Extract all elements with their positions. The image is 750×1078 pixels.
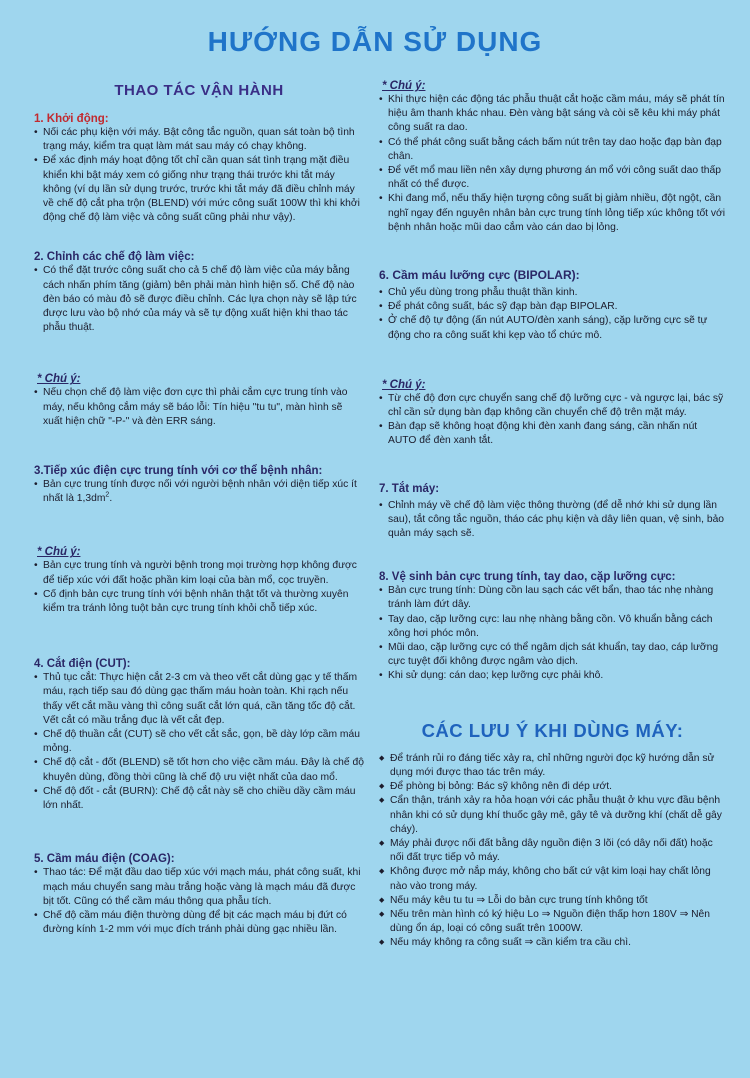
bipolar-list <box>379 286 726 343</box>
section-precautions <box>379 720 726 951</box>
list-item: • Nối các phụ kiện với máy. Bật công tắc nguồn, quan sát toàn bộ tình trạng máy, kiểm tra quạt làm mát sau máy có chạy không. <box>34 126 364 154</box>
list-item: • Ở chế độ tự động (ấn nút AUTO/đèn xanh sáng), cặp lưỡng cực sẽ tự động cho ra công suất khi kẹp vào tổ chức mô. <box>379 314 726 342</box>
list-item: • Tay dao, cặp lưỡng cực: lau nhẹ nhàng bằng cồn. Vô khuẩn bằng cách xông hơi phóc môn. <box>379 613 726 641</box>
list-item: • Có thể phát công suất bằng cách bấm nút trên tay dao hoặc đạp bàn đạp chân. <box>379 136 726 164</box>
note-title: * Chú ý: <box>382 80 426 92</box>
list-item: • Khi sử dụng: cán dao; kẹp lưỡng cực phải khô. <box>379 669 726 683</box>
section-neutral-contact <box>34 465 364 506</box>
list-item: • Chế độ đốt - cắt (BURN): Chế độ cắt này sẽ cho chiều dầy cầm máu lớn nhất. <box>34 785 364 813</box>
section-title-neutral-contact: 3.Tiếp xúc điện cực trung tính với cơ thể bệnh nhân: <box>34 465 323 478</box>
section-title-modes: 2. Chỉnh các chế độ làm việc: <box>34 251 195 264</box>
list-item: ◆ Nếu máy không ra công suất ⇒ cần kiểm tra cầu chì. <box>379 936 726 950</box>
cleaning-list <box>379 584 726 683</box>
list-item: ◆ Nếu máy kêu tu tu ⇒ Lỗi do bản cực trung tính không tốt <box>379 894 726 908</box>
note-title: * Chú ý: <box>37 373 81 386</box>
coag-list <box>34 866 364 937</box>
note-list <box>379 93 726 235</box>
section-heading-operation: THAO TÁC VẬN HÀNH <box>114 82 284 99</box>
cut-list <box>34 671 364 813</box>
list-item: • Để vết mổ mau liền nên xây dựng phương án mổ với công suất dao thấp nhất có thể được. <box>379 164 726 192</box>
section-title-shutdown: 7. Tắt máy: <box>379 482 440 495</box>
list-item: • Cố định bản cực trung tính với bệnh nhân thật tốt và thường xuyên kiểm tra tránh lỏng tuột bản cực trung tính khỏi chỗ tiếp xúc. <box>34 588 364 616</box>
note-monopolar <box>34 373 364 429</box>
list-item: • Có thể đặt trước công suất cho cả 5 chế độ làm việc của máy bằng cách nhấn phím tăng (giảm) bên phải màn hình hiện số. Chế độ nào đèn báo có màu đỏ sẽ được điều chỉnh. Các lựa chọn này sẽ lập tức được lưu vào bộ nhớ của máy và sẽ tự động xuất hiện khi thao tác phẫu thuật. <box>34 264 364 335</box>
note-operation <box>379 80 726 235</box>
item-end: . <box>109 493 113 505</box>
list-item: • Bản cực trung tính và người bệnh trong mọi trường hợp không được để tiếp xúc với đất hoặc phần kim loại của bàn mổ, cọc truyền. <box>34 559 364 587</box>
note-title: * Chú ý: <box>382 378 426 391</box>
list-item <box>34 478 364 506</box>
list-item: • Chỉnh máy về chế độ làm việc thông thường (để dễ nhớ khi sử dụng lần sau), tắt công tắc nguồn, tháo các phụ kiện và dây liên quan, vệ sinh, bảo quản máy sạch sẽ. <box>379 499 726 542</box>
list-item: ◆ Nếu trên màn hình có ký hiệu Lo ⇒ Nguồn điện thấp hơn 180V ⇒ Nên dùng ổn áp, loại có công suất trên 1000W. <box>379 908 726 936</box>
note-bipolar <box>379 379 726 449</box>
list-item: ◆ Để phòng bị bỏng: Bác sỹ không nên đi dép ướt. <box>379 780 726 794</box>
list-item: ◆ Máy phải được nối đất bằng dây nguồn điện 3 lõi (có dây nối đất) hoặc nối đất trực tiếp vỏ máy. <box>379 837 726 865</box>
list-item: • Bản cực trung tính: Dùng cồn lau sạch các vết bẩn, thao tác nhẹ nhàng tránh làm đứt dây. <box>379 584 726 612</box>
section-cleaning <box>379 571 726 683</box>
list-item: • Mũi dao, cặp lưỡng cực có thể ngâm dịch sát khuẩn, tay dao, cáp lưỡng cực tuyệt đối không được ngâm vào dịch. <box>379 641 726 669</box>
section-coag <box>34 853 364 937</box>
list-item: ◆ Cẩn thận, tránh xảy ra hỏa hoạn với các phẫu thuật ở khu vực đầu bệnh nhân khi có sử dụng khí thuốc gây mê, gây tê và dưỡng khí (chất dễ gây cháy). <box>379 794 726 837</box>
superscript: 2 <box>105 491 110 499</box>
list-item: • Từ chế độ đơn cực chuyển sang chế độ lưỡng cực - và ngược lại, bác sỹ chỉ cần sử dụng bàn đạp không cần chuyển chế độ trên mặt máy. <box>379 392 726 420</box>
list-item: • Bàn đạp sẽ không hoạt động khi đèn xanh đang sáng, cần nhấn nút AUTO để đèn xanh tắt. <box>379 420 726 448</box>
list-item: • Thủ tục cắt: Thực hiện cắt 2-3 cm và theo vết cắt dùng gạc y tế thấm máu, rạch tiếp sau đó dùng gạc thấm máu hoàn toàn. Khi rạch nếu thấy vết cắt mầu vàng thì công suất cắt lớn quá, cần tăng tốc độ cắt. Vết cắt có mầu trắng đục là vết cắt đẹp. <box>34 671 364 728</box>
neutral-contact-list <box>34 478 364 506</box>
note-list <box>379 392 726 449</box>
list-item: • Để phát công suất, bác sỹ đạp bàn đạp BIPOLAR. <box>379 300 726 314</box>
note-list <box>34 386 364 429</box>
section-cut <box>34 658 364 813</box>
note-list <box>34 559 364 616</box>
modes-list <box>34 264 364 335</box>
list-item: • Chế độ cầm máu điện thường dùng để bịt các mạch máu bị đứt có đường kính 1-2 mm với mục đích tránh phải dùng gạc nhiều lần. <box>34 909 364 937</box>
section-title-startup: 1. Khởi động: <box>34 113 109 125</box>
startup-list <box>34 126 364 225</box>
list-item: • Chế độ cắt - đốt (BLEND) sẽ tốt hơn cho việc cầm máu. Đây là chế độ khuyên dùng, đồng thời cũng là chế độ ưu việt nhất của dao mổ. <box>34 756 364 784</box>
list-item: • Nếu chọn chế độ làm việc đơn cực thì phải cắm cực trung tính vào máy, nếu không cắm máy sẽ báo lỗi: Tín hiệu "tu tu", màn hình sẽ xuất hiện chữ "-P-" và đèn ERR sáng. <box>34 386 364 429</box>
item-text: Bản cực trung tính được nối với người bệnh nhân với diện tiếp xúc ít nhất là 1,3dm <box>43 479 357 505</box>
list-item: • Chế độ thuần cắt (CUT) sẽ cho vết cắt sắc, gọn, bề dày lớp cầm máu mỏng. <box>34 728 364 756</box>
section-modes <box>34 251 364 335</box>
section-title-coag: 5. Cầm máu điện (COAG): <box>34 853 175 866</box>
list-item: • Để xác định máy hoạt động tốt chỉ cần quan sát tình trạng mặt điều khiển khi bật máy xem có giống như trạng thái trước khi tắt máy không (ví dụ lần sử dụng trước, trước khi tắt máy đã điều chỉnh máy về chế độ cắt pha trộn (BLEND) với mức công suất 100W thì khi khởi động chế độ làm việc và công suất cũng phải như vậy). <box>34 154 364 225</box>
list-item: • Chủ yếu dùng trong phẫu thuật thần kinh. <box>379 286 726 300</box>
note-title: * Chú ý: <box>37 546 81 559</box>
precautions-list <box>379 752 726 951</box>
section-bipolar <box>379 268 726 343</box>
section-heading-precautions: CÁC LƯU Ý KHI DÙNG MÁY: <box>421 719 684 741</box>
list-item: • Thao tác: Để mặt đầu dao tiếp xúc với mạch máu, phát công suất, khi mạch máu chuyển sang màu trắng hoặc vàng là mạch máu đã được bịt tốt. Cũng có thể cầm máu thông qua phẫu tích. <box>34 866 364 909</box>
right-column <box>379 80 726 951</box>
section-title-cut: 4. Cắt điện (CUT): <box>34 658 131 671</box>
section-startup <box>34 113 364 225</box>
section-shutdown <box>379 483 726 542</box>
list-item: ◆ Để tránh rủi ro đáng tiếc xảy ra, chỉ những người đọc kỹ hướng dẫn sử dụng mới được thao tác trên máy. <box>379 752 726 780</box>
section-title-cleaning: 8. Vệ sinh bản cực trung tính, tay dao, cặp lưỡng cực: <box>379 571 676 584</box>
note-neutral-plate <box>34 546 364 616</box>
list-item: • Khi thực hiện các động tác phẫu thuật cắt hoặc cầm máu, máy sẽ phát tín hiệu âm thanh khác nhau. Đèn vàng bật sáng và còi sẽ kêu khi máy phát công suất ra dao. <box>379 93 726 136</box>
left-column <box>34 80 364 937</box>
section-title-bipolar: 6. Cầm máu lưỡng cực (BIPOLAR): <box>379 268 580 283</box>
list-item: ◆ Không được mở nắp máy, không cho bất cứ vật kim loại hay chất lỏng nào vào trong máy. <box>379 865 726 893</box>
page-title: HƯỚNG DẪN SỬ DỤNG <box>207 26 543 57</box>
list-item: • Khi đang mổ, nếu thấy hiện tượng công suất bị giảm nhiều, đột ngột, cần nghĩ ngay đến nguyên nhân bản cực trung tính lỏng tiếp xúc không tốt với bệnh nhân hoặc mũi dao cắm vào cán dao bị lỏng. <box>379 192 726 235</box>
shutdown-list <box>379 499 726 542</box>
